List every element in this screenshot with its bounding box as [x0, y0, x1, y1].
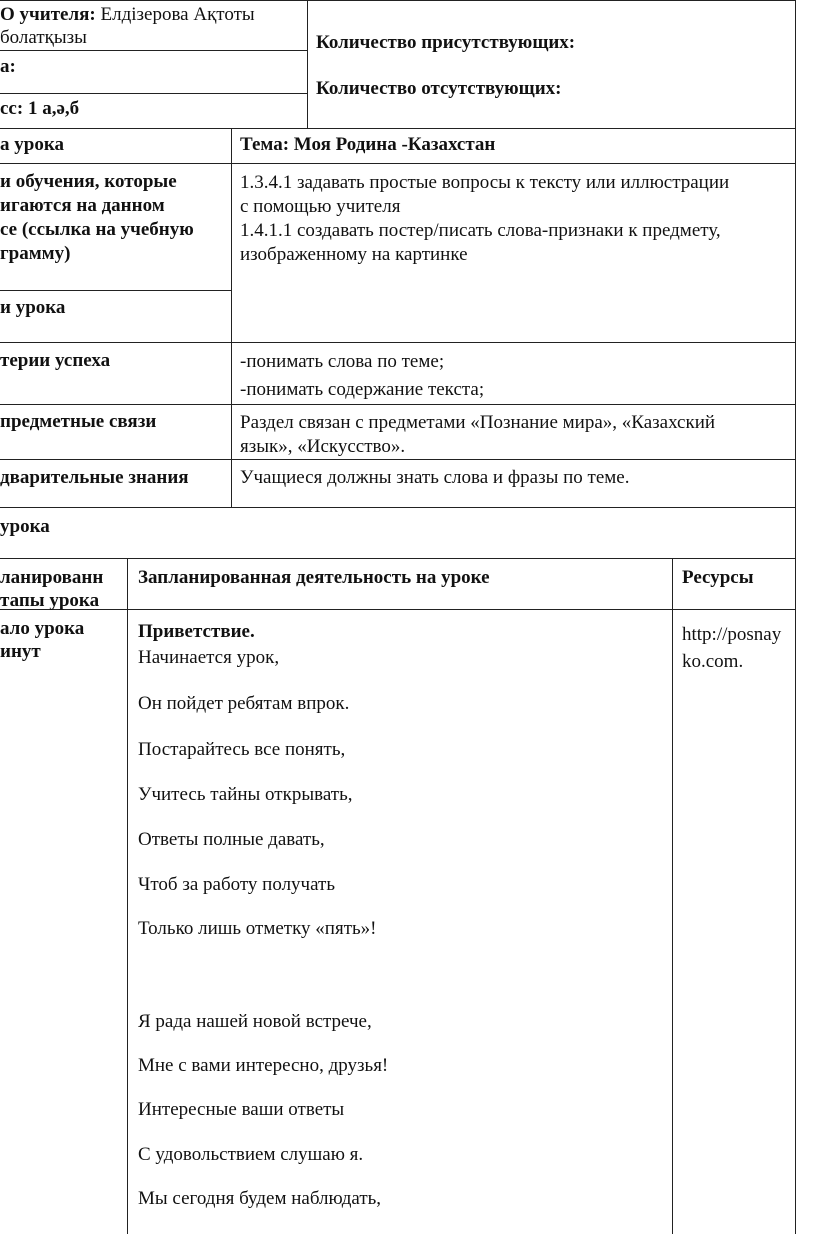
subject-links-value: Раздел связан с предметами «Познание мира», «Казахский [240, 412, 716, 433]
present-count-label: Количество присутствующих: [316, 32, 576, 53]
prior-knowledge-label: дварительные знания [0, 467, 189, 488]
poem-line: Мне с вами интересно, друзья! [138, 1055, 389, 1076]
objectives-value: 1.4.1.1 создавать постер/писать слова-признаки к предмету, [240, 220, 721, 241]
row-divider-goals [0, 290, 231, 291]
objectives-label: грамму) [0, 243, 71, 264]
row-divider-objectives [0, 163, 795, 164]
objectives-label: се (ссылка на учебную [0, 219, 194, 240]
poem-line: Он пойдет ребятам впрок. [138, 693, 350, 714]
row-divider-criteria [0, 342, 795, 343]
subject-links-label: предметные связи [0, 411, 157, 432]
plan-table-header-bottom [0, 609, 795, 610]
absent-count-label: Количество отсутствующих: [316, 78, 562, 99]
success-criteria-value: -понимать слова по теме; [240, 351, 445, 372]
planned-activity-header: Запланированная деятельность на уроке [138, 567, 490, 588]
objectives-label: и обучения, которые [0, 171, 177, 192]
plan-stages-header: тапы урока [0, 590, 100, 611]
plan-col-divider-2 [672, 558, 673, 1234]
header-column-divider [307, 0, 308, 128]
resource-link[interactable]: http://posnayko.com. [682, 624, 782, 672]
class-label: сс: 1 а,ә,б [0, 98, 80, 119]
resources-header: Ресурсы [682, 567, 754, 588]
plan-col-divider-1 [127, 558, 128, 1234]
topic-value: Тема: Моя Родина -Казахстан [240, 134, 496, 155]
poem-line: Постарайтесь все понять, [138, 739, 346, 760]
teacher-name-continued: болатқызы [0, 27, 87, 48]
poem-line: Учитесь тайны открывать, [138, 784, 353, 805]
topic-label: а урока [0, 134, 64, 155]
poem-line: Чтоб за работу получать [138, 874, 336, 895]
row-divider-topic [0, 128, 795, 129]
prior-knowledge-value: Учащиеся должны знать слова и фразы по теме. [240, 467, 630, 488]
date-label: а: [0, 56, 16, 77]
objectives-value: с помощью учителя [240, 196, 401, 217]
plan-stages-header: ланированн [0, 567, 104, 588]
poem-line: Мы сегодня будем наблюдать, [138, 1188, 382, 1209]
teacher-line [0, 3, 255, 26]
lesson-progress-label: урока [0, 516, 50, 537]
row-divider-links [0, 404, 795, 405]
row-divider-progress [0, 507, 795, 508]
plan-table-top [0, 558, 795, 559]
greeting-title: Приветствие. [138, 621, 255, 642]
lesson-goals-label: и урока [0, 297, 66, 318]
header-divider-2 [0, 93, 307, 94]
poem-line: С удовольствием слушаю я. [138, 1144, 364, 1165]
header-divider-1 [0, 50, 307, 51]
info-column-divider [231, 128, 232, 507]
teacher-label: О учителя: [0, 4, 96, 25]
row-divider-prior [0, 459, 795, 460]
objectives-label: игаются на данном [0, 195, 165, 216]
objectives-value: изображенному на картинке [240, 244, 468, 265]
teacher-name: Елдізерова Ақтоты [100, 4, 255, 25]
poem-line: Только лишь отметку «пять»! [138, 918, 377, 939]
stage-duration: инут [0, 641, 41, 662]
success-criteria-value: -понимать содержание текста; [240, 379, 485, 400]
table-border-top [0, 0, 795, 1]
subject-links-value: язык», «Искусство». [240, 436, 406, 457]
poem-line: Начинается урок, [138, 647, 280, 668]
poem-line: Ответы полные давать, [138, 829, 325, 850]
poem-line: Я рада нашей новой встрече, [138, 1011, 372, 1032]
stage-name: ало урока [0, 618, 85, 639]
table-border-right [795, 0, 796, 1234]
poem-line: Интересные ваши ответы [138, 1099, 345, 1120]
objectives-value: 1.3.4.1 задавать простые вопросы к тексту или иллюстрации [240, 172, 730, 193]
success-criteria-label: терии успеха [0, 350, 111, 371]
